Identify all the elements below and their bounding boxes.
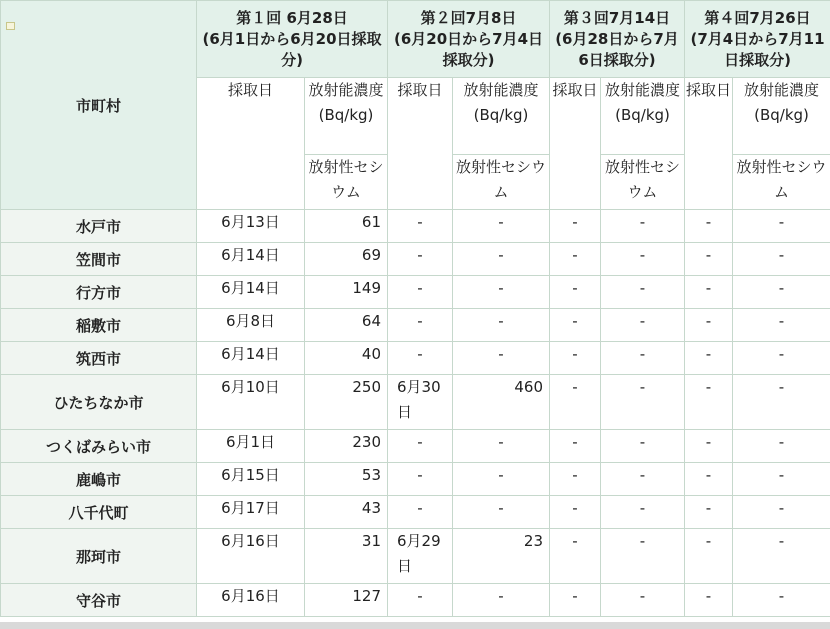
sample-date: -	[388, 584, 453, 617]
round-1-header	[197, 1, 388, 78]
sample-date: 6月14日	[197, 342, 305, 375]
sample-date: -	[685, 309, 733, 342]
concentration-value: 69	[305, 243, 388, 276]
sample-date: -	[685, 430, 733, 463]
sample-date: -	[685, 342, 733, 375]
sample-date: -	[388, 210, 453, 243]
page-bottom-edge	[0, 622, 830, 629]
concentration-value: -	[453, 496, 550, 529]
sort-icon	[6, 22, 15, 30]
sample-date: -	[388, 342, 453, 375]
date-header: 採取日	[550, 78, 601, 210]
concentration-value: -	[453, 243, 550, 276]
city-column-header	[1, 1, 197, 210]
sample-date: -	[550, 210, 601, 243]
round-title: 第４回7月26日	[704, 8, 811, 27]
concentration-value: -	[601, 309, 685, 342]
round-period: (6月20日から7月4日採取分)	[393, 29, 544, 69]
concentration-value: -	[733, 463, 830, 496]
sample-date: -	[388, 276, 453, 309]
table-row	[1, 529, 830, 584]
sample-date: -	[685, 243, 733, 276]
city-name: 笠間市	[1, 243, 197, 276]
concentration-value: -	[733, 210, 830, 243]
concentration-value: 40	[305, 342, 388, 375]
sample-date: -	[550, 463, 601, 496]
sample-date: 6月8日	[197, 309, 305, 342]
concentration-value: -	[733, 529, 830, 584]
city-name: 那珂市	[1, 529, 197, 584]
city-name: 守谷市	[1, 584, 197, 617]
sample-date: -	[550, 375, 601, 430]
round-period: (6月28日から7月6日採取分)	[555, 29, 679, 69]
city-name: 筑西市	[1, 342, 197, 375]
table-row	[1, 342, 830, 375]
table-row	[1, 243, 830, 276]
city-name: 水戸市	[1, 210, 197, 243]
concentration-value: -	[453, 584, 550, 617]
sample-date: 6月29日	[388, 529, 453, 584]
sample-date: -	[550, 309, 601, 342]
concentration-header: 放射能濃度(Bq/kg)	[453, 78, 550, 155]
sample-date: 6月30日	[388, 375, 453, 430]
concentration-value: -	[733, 496, 830, 529]
concentration-value: -	[601, 496, 685, 529]
concentration-header: 放射能濃度(Bq/kg)	[305, 78, 388, 155]
concentration-value: -	[733, 243, 830, 276]
cesium-header: 放射性セシウム	[601, 155, 685, 210]
sample-date: 6月16日	[197, 529, 305, 584]
concentration-value: -	[733, 309, 830, 342]
round-title: 第１回 6月28日	[236, 8, 348, 27]
city-name: 鹿嶋市	[1, 463, 197, 496]
sample-date: -	[550, 529, 601, 584]
table-row	[1, 276, 830, 309]
sample-date: -	[550, 496, 601, 529]
concentration-value: -	[453, 342, 550, 375]
cesium-header: 放射性セシウム	[305, 155, 388, 210]
concentration-value: -	[733, 584, 830, 617]
concentration-value: -	[601, 375, 685, 430]
table-row	[1, 430, 830, 463]
cesium-header: 放射性セシウム	[453, 155, 550, 210]
city-name: 行方市	[1, 276, 197, 309]
concentration-value: -	[733, 375, 830, 430]
sample-date: -	[388, 463, 453, 496]
concentration-value: -	[453, 276, 550, 309]
concentration-value: 250	[305, 375, 388, 430]
round-2-header	[388, 1, 550, 78]
round-title: 第２回7月8日	[420, 8, 517, 27]
sample-date: -	[550, 584, 601, 617]
sample-date: -	[685, 496, 733, 529]
sample-date: -	[550, 276, 601, 309]
concentration-value: 149	[305, 276, 388, 309]
sample-date: -	[388, 496, 453, 529]
concentration-value: -	[733, 276, 830, 309]
date-header: 採取日	[685, 78, 733, 210]
table-row	[1, 210, 830, 243]
concentration-value: 64	[305, 309, 388, 342]
table-row	[1, 584, 830, 617]
concentration-value: -	[601, 210, 685, 243]
concentration-value: 43	[305, 496, 388, 529]
concentration-value: 23	[453, 529, 550, 584]
sample-date: 6月17日	[197, 496, 305, 529]
concentration-value: -	[733, 342, 830, 375]
sample-date: 6月14日	[197, 276, 305, 309]
concentration-value: 460	[453, 375, 550, 430]
sample-date: -	[550, 243, 601, 276]
sample-date: 6月14日	[197, 243, 305, 276]
concentration-value: -	[601, 430, 685, 463]
concentration-value: -	[601, 529, 685, 584]
table-row	[1, 375, 830, 430]
concentration-value: -	[453, 463, 550, 496]
concentration-value: 127	[305, 584, 388, 617]
concentration-header: 放射能濃度(Bq/kg)	[733, 78, 830, 155]
sample-date: -	[685, 529, 733, 584]
city-name: 稲敷市	[1, 309, 197, 342]
sample-date: 6月15日	[197, 463, 305, 496]
concentration-value: -	[601, 463, 685, 496]
sample-date: -	[550, 430, 601, 463]
concentration-value: 31	[305, 529, 388, 584]
round-4-header	[685, 1, 830, 78]
table-row	[1, 309, 830, 342]
city-name: つくばみらい市	[1, 430, 197, 463]
cesium-header: 放射性セシウム	[733, 155, 830, 210]
round-period: (7月4日から7月11日採取分)	[690, 29, 825, 69]
city-name: ひたちなか市	[1, 375, 197, 430]
concentration-value: -	[453, 430, 550, 463]
concentration-value: -	[601, 243, 685, 276]
sample-date: -	[685, 463, 733, 496]
sample-date: 6月10日	[197, 375, 305, 430]
concentration-value: -	[601, 276, 685, 309]
sample-date: -	[685, 210, 733, 243]
date-header: 採取日	[197, 78, 305, 210]
concentration-value: -	[453, 309, 550, 342]
sample-date: 6月16日	[197, 584, 305, 617]
concentration-value: -	[601, 584, 685, 617]
date-header: 採取日	[388, 78, 453, 210]
city-name: 八千代町	[1, 496, 197, 529]
city-header-label: 市町村	[75, 96, 121, 115]
table-row	[1, 463, 830, 496]
sample-date: -	[388, 243, 453, 276]
concentration-value: 61	[305, 210, 388, 243]
round-title: 第３回7月14日	[563, 8, 671, 27]
concentration-value: -	[601, 342, 685, 375]
sample-date: -	[388, 309, 453, 342]
sample-date: -	[685, 276, 733, 309]
concentration-value: -	[453, 210, 550, 243]
sample-date: -	[388, 430, 453, 463]
sample-date: 6月1日	[197, 430, 305, 463]
round-3-header	[550, 1, 685, 78]
table-row	[1, 496, 830, 529]
concentration-value: -	[733, 430, 830, 463]
concentration-value: 53	[305, 463, 388, 496]
concentration-value: 230	[305, 430, 388, 463]
sample-date: 6月13日	[197, 210, 305, 243]
sample-date: -	[685, 584, 733, 617]
sample-date: -	[685, 375, 733, 430]
concentration-header: 放射能濃度(Bq/kg)	[601, 78, 685, 155]
sample-date: -	[550, 342, 601, 375]
round-period: (6月1日から6月20日採取分)	[202, 29, 382, 69]
